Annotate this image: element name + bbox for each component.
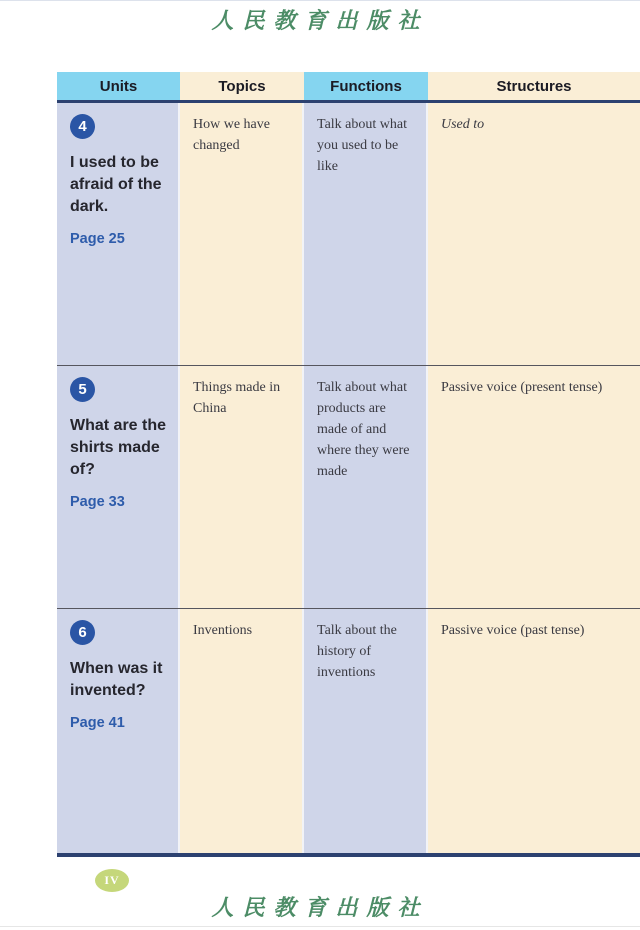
unit-title: What are the shirts made of? xyxy=(70,417,167,478)
publisher-logo-top: 人民教育出版社 xyxy=(211,9,429,34)
unit-title: When was it invented? xyxy=(70,660,163,699)
unit-cell xyxy=(57,366,180,608)
header-units: Units xyxy=(57,72,180,100)
page-reference: Page 41 xyxy=(70,715,125,731)
function-cell: Talk about what products are made of and where they were made xyxy=(304,366,428,608)
page-reference: Page 25 xyxy=(70,231,125,247)
structure-cell: Passive voice (present tense) xyxy=(428,366,640,608)
structure-cell: Used to xyxy=(428,103,640,365)
header-functions: Functions xyxy=(304,72,428,100)
page-bottom-edge xyxy=(0,926,640,927)
unit-cell xyxy=(57,103,180,365)
unit-title: I used to be afraid of the dark. xyxy=(70,154,162,215)
table-header-row xyxy=(57,72,640,100)
topic-cell: Things made in China xyxy=(180,366,304,608)
contents-table xyxy=(57,72,640,857)
header-structures: Structures xyxy=(428,72,640,100)
table-bottom-rule xyxy=(57,853,640,857)
function-cell: Talk about what you used to be like xyxy=(304,103,428,365)
header-topics: Topics xyxy=(180,72,304,100)
function-cell: Talk about the history of inventions xyxy=(304,609,428,853)
page-reference: Page 33 xyxy=(70,494,125,510)
page-top-edge xyxy=(0,0,640,1)
topic-cell: How we have changed xyxy=(180,103,304,365)
unit-number-badge: 5 xyxy=(70,377,95,402)
unit-number-badge: 6 xyxy=(70,620,95,645)
table-row-unit-6 xyxy=(57,609,640,853)
table-row-unit-5 xyxy=(57,366,640,608)
topic-cell: Inventions xyxy=(180,609,304,853)
structure-cell: Passive voice (past tense) xyxy=(428,609,640,853)
page-number-badge: IV xyxy=(95,869,129,892)
table-row-unit-4 xyxy=(57,103,640,365)
publisher-logo-bottom: 人民教育出版社 xyxy=(211,896,429,921)
unit-number-badge: 4 xyxy=(70,114,95,139)
unit-cell xyxy=(57,609,180,853)
